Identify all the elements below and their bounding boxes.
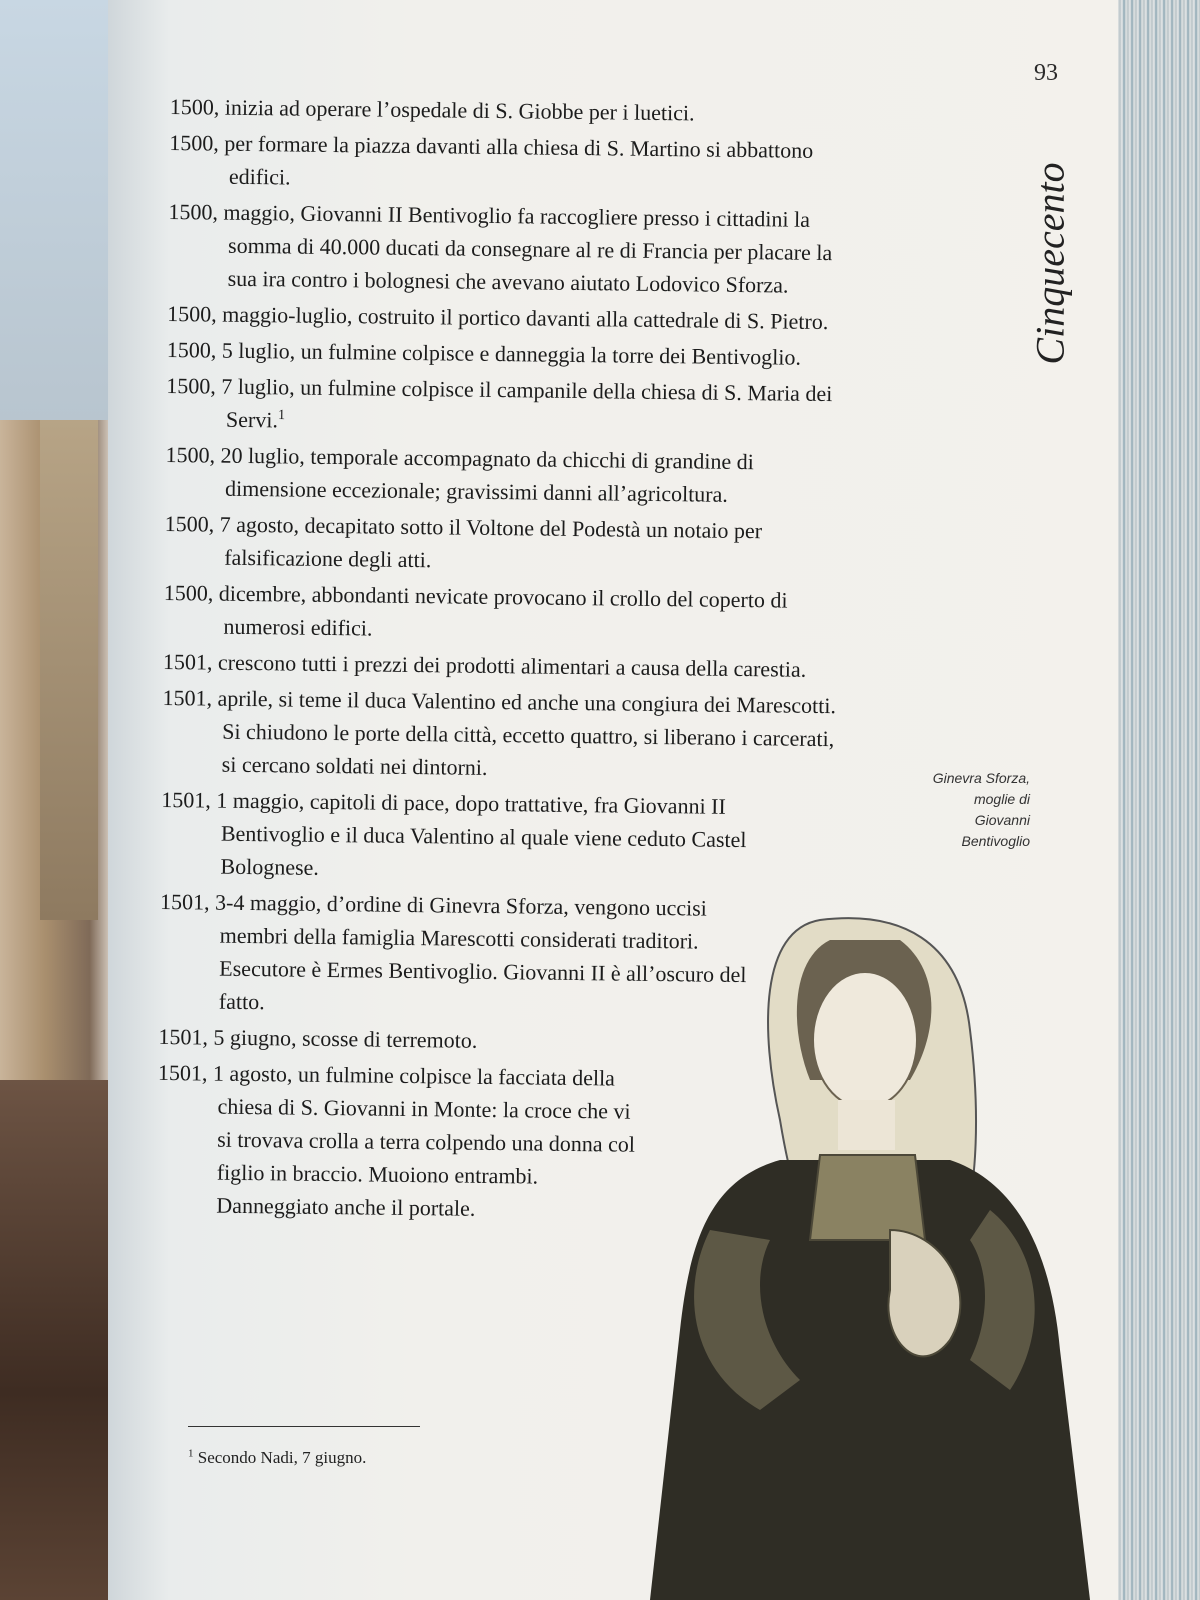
chronology-entry: 1500, maggio-luglio, costruito il portico davanti alla cattedrale di S. Pietro. bbox=[167, 300, 829, 335]
chronology-entry: 1501, 1 maggio, capitoli di pace, dopo trattative, fra Giovanni II Bentivoglio e il duca Valentino al quale viene ceduto Castel Bolognese. bbox=[161, 786, 747, 880]
chronology-entry: 1501, aprile, si teme il duca Valentino ed anche una congiura dei Marescotti. Si chiudono le porte della città, eccetto quattro, si liberano i carcerati, si cercano soldati nei dintorni. bbox=[162, 684, 837, 780]
entry-text: 1500, 7 luglio, un fulmine colpisce il campanile della chiesa di S. Maria dei Servi. bbox=[166, 372, 833, 433]
caption-line: Ginevra Sforza, bbox=[932, 770, 1030, 786]
caption-line: Bentivoglio bbox=[961, 833, 1030, 849]
footnote-rule bbox=[188, 1426, 420, 1427]
footnote-marker: 1 bbox=[277, 408, 286, 424]
caption-line: Giovanni bbox=[974, 812, 1030, 828]
painted-crowd bbox=[0, 1080, 112, 1600]
page-edges bbox=[1118, 0, 1200, 1600]
portrait-face bbox=[813, 972, 917, 1108]
chronology-entry: 1500, 20 luglio, temporale accompagnato da chicchi di grandine di dimensione eccezionale; gravissimi danni all’agricoltura. bbox=[165, 441, 754, 507]
section-title: Cinquecento bbox=[1027, 162, 1073, 365]
portrait-ginevra-sforza bbox=[650, 910, 1090, 1600]
caption-line: moglie di bbox=[973, 791, 1030, 807]
portrait-caption bbox=[870, 768, 1030, 852]
chronology-entry: 1500, maggio, Giovanni II Bentivoglio fa raccogliere presso i cittadini la somma di 40.000 ducati da consegnare al re di Francia per placare la sua ira contro i bolognesi che avevano aiutato Lodovico Sforza. bbox=[168, 198, 833, 298]
chronology-entry: 1500, per formare la piazza davanti alla chiesa di S. Martino si abbattono edifici. bbox=[169, 129, 814, 190]
chronology-entry: 1500, dicembre, abbondanti nevicate provocano il crollo del coperto di numerosi edifici. bbox=[163, 579, 788, 641]
chronology-entry: 1500, 5 luglio, un fulmine colpisce e danneggia la torre dei Bentivoglio. bbox=[166, 336, 802, 370]
chronology-entry: 1501, 1 agosto, un fulmine colpisce la facciata della chiesa di S. Giovanni in Monte: la croce che vi si trovava crolla a terra colpendo una donna col figlio in braccio. Muoiono entrambi. Danneggiato anche il portale. bbox=[157, 1059, 636, 1221]
chronology-entry bbox=[166, 369, 847, 443]
left-page-illustration bbox=[0, 0, 112, 1600]
page-number: 93 bbox=[1034, 60, 1058, 86]
painted-sky bbox=[0, 0, 112, 420]
chronology-entry: 1501, 3-4 maggio, d’ordine di Ginevra Sforza, vengono uccisi membri della famiglia Marescotti considerati traditori. Esecutore è Ermes Bentivoglio. Giovanni II è all’oscuro del fatto. bbox=[159, 888, 747, 1015]
footnote-number: 1 bbox=[188, 1447, 194, 1460]
portrait-neck bbox=[838, 1100, 895, 1150]
painted-tower bbox=[40, 420, 98, 920]
chronology-entry: 1500, 7 agosto, decapitato sotto il Voltone del Podestà un notaio per falsificazione degli atti. bbox=[164, 510, 763, 573]
footnote bbox=[188, 1448, 366, 1468]
chronology-entry: 1501, 5 giugno, scosse di terremoto. bbox=[158, 1023, 478, 1053]
portrait-bodice bbox=[810, 1155, 925, 1240]
chronology-entry: 1500, inizia ad operare l’ospedale di S. Giobbe per i luetici. bbox=[169, 93, 695, 126]
footnote-text: Secondo Nadi, 7 giugno. bbox=[197, 1448, 367, 1467]
chronology-entry: 1501, crescono tutti i prezzi dei prodotti alimentari a causa della carestia. bbox=[162, 648, 807, 682]
